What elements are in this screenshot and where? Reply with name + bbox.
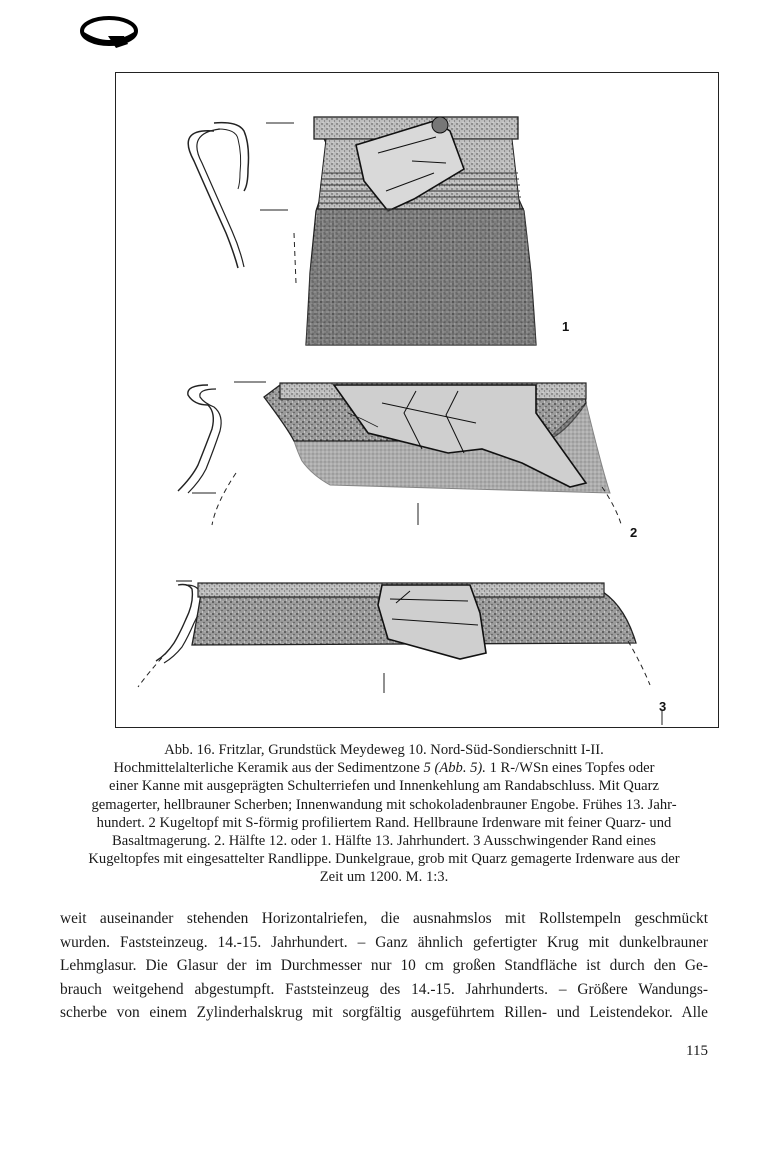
publisher-logo-icon: [78, 14, 144, 48]
caption-reference: 5 (Abb. 5).: [423, 760, 486, 777]
vessel-2-drawing: [178, 382, 622, 527]
ceramic-drawings: [116, 73, 720, 729]
vessel-3-drawing: [138, 581, 662, 725]
caption-line: Basaltmagerung. 2. Hälfte 12. oder 1. Hälfte 13. Jahrhundert. 3 Ausschwingender Rand eines: [112, 833, 656, 850]
body-line: brauch weitgehend abgestumpft. Faststeinzeug des 14.-15. Jahrhunderts. – Größere Wandungs-: [60, 980, 708, 998]
caption-line: [60, 759, 708, 777]
caption-text: Hochmittelalterliche Keramik aus der Sedimentzone: [113, 760, 424, 777]
body-paragraph: [60, 907, 708, 1025]
body-line: Lehmglasur. Die Glasur der im Durchmesser nur 10 cm großen Standfläche ist durch den Ge-: [60, 957, 708, 975]
caption-line: Zeit um 1200. M. 1:3.: [319, 869, 449, 886]
caption-line: gemagerter, hellbrauner Scherben; Innenwandung mit schokoladenbrauner Engobe. Frühes 13. Jahr-: [91, 796, 677, 813]
body-line: wurden. Faststeinzeug. 14.-15. Jahrhundert. – Ganz ähnlich gefertigter Krug mit dunkelbrauner: [60, 933, 708, 951]
body-line: scherbe von einem Zylinderhalskrug mit sorgfältig ausgeführtem Rillen- und Leistendekor. Alle: [60, 1004, 708, 1022]
caption-text: 1 R-/WSn eines Topfes oder: [485, 760, 655, 777]
caption-line: Abb. 16. Fritzlar, Grundstück Meydeweg 10. Nord-Süd-Sondierschnitt I-II.: [164, 742, 604, 758]
vessel-1-drawing: [188, 117, 536, 345]
page-number: 115: [686, 1043, 708, 1059]
figure-label-3: 3: [659, 699, 667, 714]
figure-frame: [115, 72, 719, 728]
caption-line: einer Kanne mit ausgeprägten Schulterriefen und Innenkehlung am Randabschluss. Mit Quarz: [109, 778, 659, 795]
body-line: weit auseinander stehenden Horizontalriefen, die ausnahmslos mit Rollstempeln geschmückt: [60, 910, 708, 927]
caption-line: Kugeltopfes mit eingesattelter Randlippe. Dunkelgraue, grob mit Quarz gemagerte Irdenware aus der: [88, 851, 680, 868]
figure-label-2: 2: [630, 525, 638, 540]
figure-label-1: 1: [562, 319, 570, 334]
caption-line: hundert. 2 Kugeltopf mit S-förmig profiliertem Rand. Hellbraune Irdenware mit feiner Quarz- und: [96, 814, 672, 831]
figure-caption: [60, 741, 708, 887]
